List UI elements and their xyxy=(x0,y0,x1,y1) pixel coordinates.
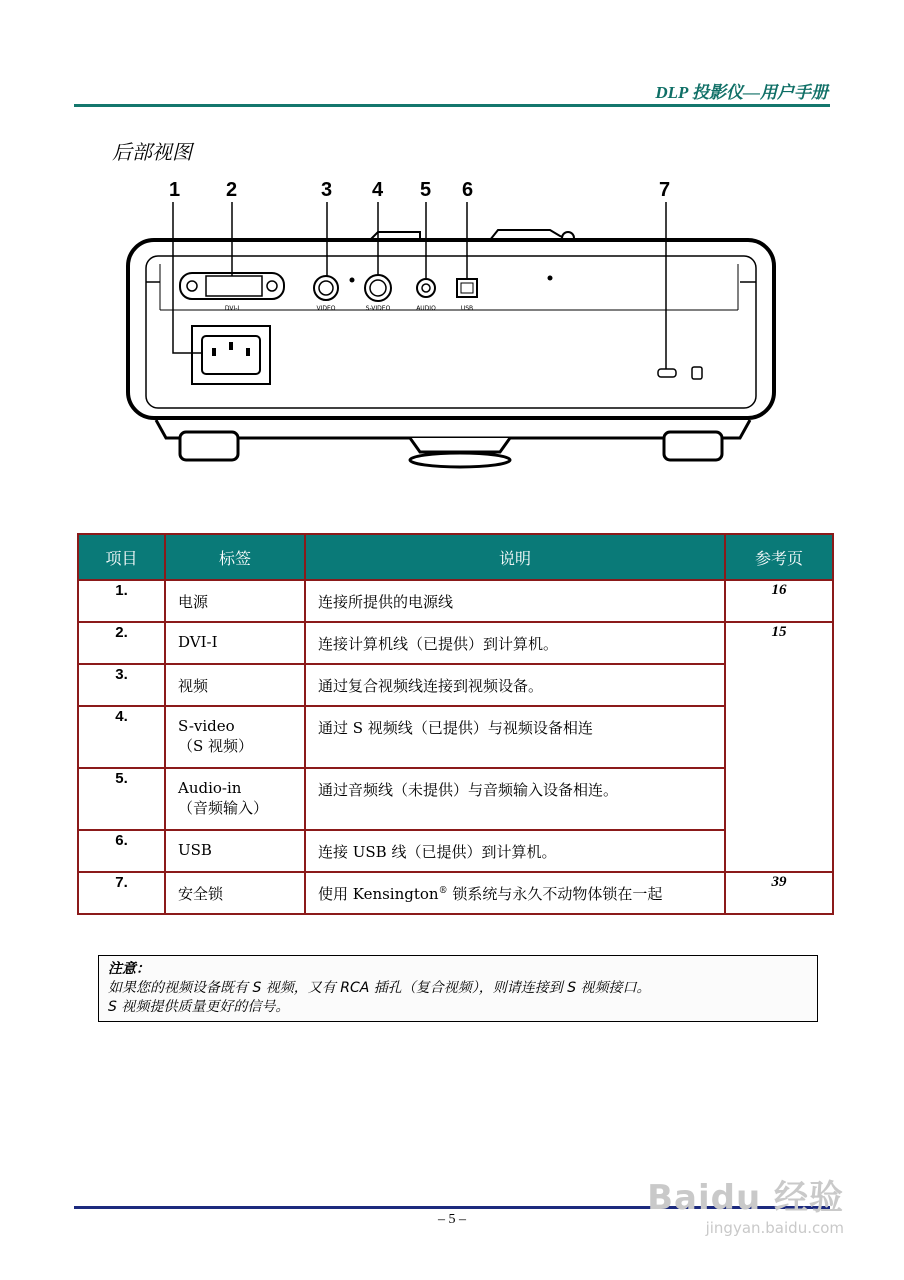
table-row xyxy=(78,664,833,706)
table-row xyxy=(78,622,833,664)
reference-table xyxy=(77,533,834,915)
callout-4: 4 xyxy=(372,179,384,201)
row-label xyxy=(165,768,305,830)
table-header-row xyxy=(78,534,833,580)
watermark-site: jingyan.baidu.com xyxy=(705,1219,844,1237)
callout-2: 2 xyxy=(226,179,238,201)
col-header-page: 参考页 xyxy=(725,534,833,580)
s-video-port xyxy=(365,275,391,301)
col-header-item: 项目 xyxy=(78,534,165,580)
header-rule xyxy=(74,104,830,107)
row-label: 电源 xyxy=(165,580,305,622)
dvi-port-label: DVI-I xyxy=(224,305,240,312)
row-description: 通过音频线（未提供）与音频输入设备相连。 xyxy=(305,768,725,830)
row-description: 通过 S 视频线（已提供）与视频设备相连 xyxy=(305,706,725,768)
watermark-logo: Baidu 经验 xyxy=(647,1178,844,1218)
row-number: 6. xyxy=(78,830,165,872)
row-label: USB xyxy=(165,830,305,872)
page-number: – 5 – xyxy=(438,1212,466,1227)
desc-suffix: 锁系统与永久不动物体锁在一起 xyxy=(447,885,663,903)
row-label-line2: （音频输入） xyxy=(178,799,269,817)
col-header-description: 说明 xyxy=(305,534,725,580)
audio-port-label: AUDIO xyxy=(416,305,436,312)
callout-5: 5 xyxy=(420,179,432,201)
table-row xyxy=(78,580,833,622)
video-port-label: VIDEO xyxy=(316,305,336,312)
row-number: 5. xyxy=(78,768,165,830)
row-number: 1. xyxy=(78,580,165,622)
dvi-port xyxy=(180,273,284,299)
projector-rear-diagram xyxy=(120,170,790,480)
row-page-ref: 39 xyxy=(725,872,833,914)
row-label-line1: S-video xyxy=(178,717,235,735)
lock-icon xyxy=(692,367,702,379)
row-description: 连接计算机线（已提供）到计算机。 xyxy=(305,622,725,664)
desc-prefix: 使用 Kensington xyxy=(318,885,439,903)
note-line-1: 如果您的视频设备既有 S 视频，又有 RCA 插孔（复合视频），则请连接到 S 视频接口。 xyxy=(108,980,651,996)
table-row xyxy=(78,706,833,768)
section-title: 后部视图 xyxy=(112,140,192,164)
callout-1: 1 xyxy=(169,179,181,201)
power-socket xyxy=(192,326,270,384)
audio-port xyxy=(417,279,435,297)
col-header-label: 标签 xyxy=(165,534,305,580)
video-port xyxy=(314,276,338,300)
usb-port xyxy=(457,279,477,297)
row-number: 7. xyxy=(78,872,165,914)
row-label: DVI-I xyxy=(165,622,305,664)
row-label-line2: （S 视频） xyxy=(178,737,254,755)
registered-mark: ® xyxy=(438,886,448,896)
note-line-2: S 视频提供质量更好的信号。 xyxy=(108,999,290,1015)
row-description xyxy=(305,872,725,914)
s-video-port-label: S-VIDEO xyxy=(365,305,391,312)
row-label xyxy=(165,706,305,768)
row-label: 安全锁 xyxy=(165,872,305,914)
callout-6: 6 xyxy=(462,179,474,201)
callout-3: 3 xyxy=(321,179,333,201)
row-number: 4. xyxy=(78,706,165,768)
callout-7: 7 xyxy=(659,179,671,201)
row-label-line1: Audio-in xyxy=(178,779,242,797)
row-description: 连接 USB 线（已提供）到计算机。 xyxy=(305,830,725,872)
note-box xyxy=(98,955,818,1022)
header-title: DLP 投影仪—用户手册 xyxy=(655,83,828,102)
row-description: 连接所提供的电源线 xyxy=(305,580,725,622)
row-label: 视频 xyxy=(165,664,305,706)
row-number: 3. xyxy=(78,664,165,706)
note-title: 注意： xyxy=(108,961,150,977)
row-page-ref: 15 xyxy=(725,622,833,872)
table-row xyxy=(78,872,833,914)
table-row xyxy=(78,768,833,830)
usb-port-label: USB xyxy=(460,305,474,312)
row-number: 2. xyxy=(78,622,165,664)
row-description: 通过复合视频线连接到视频设备。 xyxy=(305,664,725,706)
kensington-slot xyxy=(658,369,676,377)
table-row xyxy=(78,830,833,872)
watermark xyxy=(647,1170,844,1237)
row-page-ref: 16 xyxy=(725,580,833,622)
